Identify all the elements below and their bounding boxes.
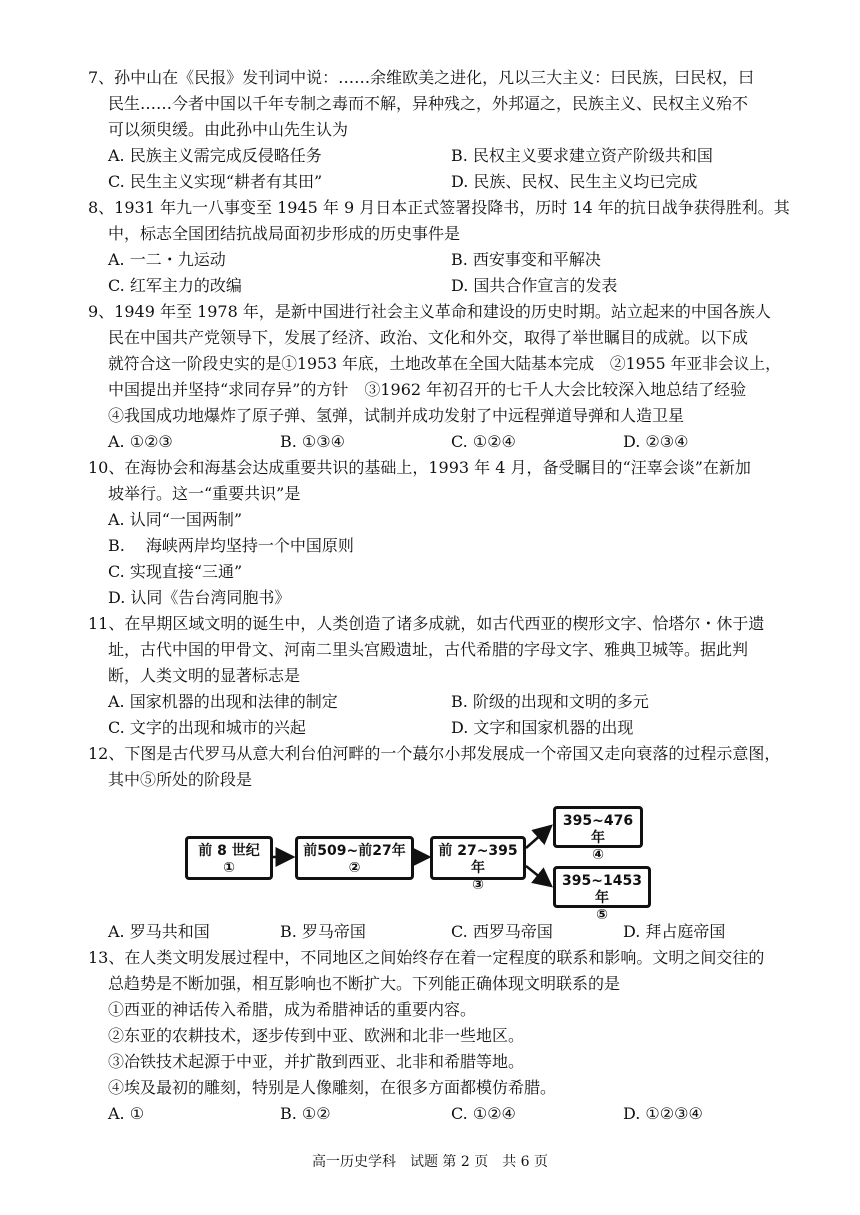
q13-option-a[interactable]: A. ① — [108, 1104, 145, 1123]
stage-3-number: ③ — [472, 877, 484, 893]
q11-stem-line-1: 11、在早期区域文明的诞生中，人类创造了诸多成就，如古代西亚的楔形文字、恰塔尔・休于遗 — [88, 614, 765, 633]
q7-option-b[interactable]: B. 民权主义要求建立资产阶级共和国 — [451, 146, 713, 165]
q7-option-c[interactable]: C. 民生主义实现“耕者有其田” — [108, 172, 323, 191]
stage-5-number: ⑤ — [596, 907, 608, 923]
q11-option-a[interactable]: A. 国家机器的出现和法律的制定 — [108, 692, 338, 711]
q9-stem-line-4: 中国提出并坚持“求同存异”的方针 ③1962 年初召开的七千人大会比较深入地总结了经验 — [108, 380, 747, 399]
q13-statement-3: ③冶铁技术起源于中亚，并扩散到西亚、北非和希腊等地。 — [108, 1052, 525, 1071]
q13-statement-4: ④埃及最初的雕刻，特别是人像雕刻，在很多方面都模仿希腊。 — [108, 1078, 557, 1097]
q9-stem-line-2: 民在中国共产党领导下，发展了经济、政治、文化和外交，取得了举世瞩目的成就。以下成 — [108, 328, 749, 347]
q12-option-d[interactable]: D. 拜占庭帝国 — [623, 922, 726, 941]
q7-stem-line-3: 可以须臾缓。由此孙中山先生认为 — [108, 120, 349, 139]
stage-box-4 — [553, 806, 643, 863]
stage-2-number: ② — [348, 860, 361, 876]
stage-4-period: 395~476年 — [562, 813, 634, 846]
stage-box-1 — [185, 836, 273, 880]
q7-stem-line-1: 7、孙中山在《民报》发刊词中说：……余维欧美之进化，凡以三大主义：曰民族，曰民权，曰 — [88, 68, 755, 87]
stage-5-period: 395~1453年 — [562, 873, 642, 906]
arrow-3-5 — [526, 866, 551, 886]
q10-option-b[interactable]: B. 海峡两岸均坚持一个中国原则 — [108, 536, 354, 555]
q8-option-c[interactable]: C. 红军主力的改编 — [108, 276, 242, 295]
page-footer: 高一历史学科 试题 第 2 页 共 6 页 — [311, 1154, 549, 1170]
q13-option-d[interactable]: D. ①②③④ — [623, 1104, 703, 1123]
q8-option-b[interactable]: B. 西安事变和平解决 — [451, 250, 601, 269]
arrow-3-4 — [526, 826, 551, 848]
stage-4-number: ④ — [592, 847, 604, 863]
q8-option-a[interactable]: A. 一二・九运动 — [108, 250, 226, 269]
q10-stem-line-2: 坡举行。这一“重要共识”是 — [108, 484, 301, 503]
q12-stem-line-1: 12、下图是古代罗马从意大利台伯河畔的一个蕞尔小邦发展成一个帝国又走向衰落的过程示意图， — [88, 744, 781, 763]
stage-3-period: 前 27~395年 — [438, 843, 518, 876]
q11-option-b[interactable]: B. 阶级的出现和文明的多元 — [451, 692, 649, 711]
stage-1-number: ① — [223, 860, 235, 876]
q7-option-a[interactable]: A. 民族主义需完成反侵略任务 — [108, 146, 322, 165]
q7-option-d[interactable]: D. 民族、民权、民生主义均已完成 — [451, 172, 698, 191]
q13-option-c[interactable]: C. ①②④ — [451, 1104, 516, 1123]
q12-option-c[interactable]: C. 西罗马帝国 — [451, 922, 553, 941]
rome-timeline-diagram — [185, 798, 685, 923]
q7-stem-line-2: 民生……今者中国以千年专制之毒而不解，异种残之，外邦逼之，民族主义、民权主义殆不 — [108, 94, 749, 113]
q9-stem-line-5: ④我国成功地爆炸了原子弹、氢弹，试制并成功发射了中远程弹道导弹和人造卫星 — [108, 406, 685, 425]
q9-stem-line-3: 就符合这一阶段史实的是①1953 年底，土地改革在全国大陆基本完成 ②1955 年亚非会议上， — [108, 354, 781, 373]
q12-stem-line-2: 其中⑤所处的阶段是 — [108, 770, 253, 789]
q10-stem-line-1: 10、在海协会和海基会达成重要共识的基础上，1993 年 4 月，备受瞩目的“汪辜会谈”在新加 — [88, 458, 751, 477]
stage-1-period: 前 8 世纪 — [198, 843, 260, 859]
q10-option-d[interactable]: D. 认同《告台湾同胞书》 — [108, 588, 291, 607]
stage-box-2 — [295, 836, 414, 880]
q9-option-b[interactable]: B. ①③④ — [280, 432, 345, 451]
q10-option-a[interactable]: A. 认同“一国两制” — [108, 510, 243, 529]
q13-statement-2: ②东亚的农耕技术，逐步传到中亚、欧洲和北非一些地区。 — [108, 1026, 525, 1045]
q11-option-c[interactable]: C. 文字的出现和城市的兴起 — [108, 718, 306, 737]
q12-option-b[interactable]: B. 罗马帝国 — [280, 922, 366, 941]
q11-option-d[interactable]: D. 文字和国家机器的出现 — [451, 718, 634, 737]
q10-option-c[interactable]: C. 实现直接“三通” — [108, 562, 243, 581]
q9-option-a[interactable]: A. ①②③ — [108, 432, 173, 451]
q9-stem-line-1: 9、1949 年至 1978 年，是新中国进行社会主义革命和建设的历史时期。站立起来的中国各族人 — [88, 302, 771, 321]
q9-option-d[interactable]: D. ②③④ — [623, 432, 689, 451]
q13-stem-line-1: 13、在人类文明发展过程中，不同地区之间始终存在着一定程度的联系和影响。文明之间交往的 — [88, 948, 765, 967]
q8-option-d[interactable]: D. 国共合作宣言的发表 — [451, 276, 618, 295]
q11-stem-line-3: 断，人类文明的显著标志是 — [108, 666, 301, 685]
q13-option-b[interactable]: B. ①② — [280, 1104, 331, 1123]
q9-option-c[interactable]: C. ①②④ — [451, 432, 516, 451]
q12-option-a[interactable]: A. 罗马共和国 — [108, 922, 210, 941]
stage-box-3 — [430, 836, 526, 893]
stage-box-5 — [553, 866, 651, 923]
stage-2-period: 前509~前27年 — [303, 843, 406, 859]
q11-stem-line-2: 址，古代中国的甲骨文、河南二里头宫殿遗址，古代希腊的字母文字、雅典卫城等。据此判 — [108, 640, 749, 659]
q13-stem-line-2: 总趋势是不断加强，相互影响也不断扩大。下列能正确体现文明联系的是 — [108, 974, 621, 993]
q8-stem-line-2: 中，标志全国团结抗战局面初步形成的历史事件是 — [108, 224, 461, 243]
q8-stem-line-1: 8、1931 年九一八事变至 1945 年 9 月日本正式签署投降书，历时 14 年的抗日战争获得胜利。其 — [88, 198, 790, 217]
q13-statement-1: ①西亚的神话传入希腊，成为希腊神话的重要内容。 — [108, 1000, 477, 1019]
